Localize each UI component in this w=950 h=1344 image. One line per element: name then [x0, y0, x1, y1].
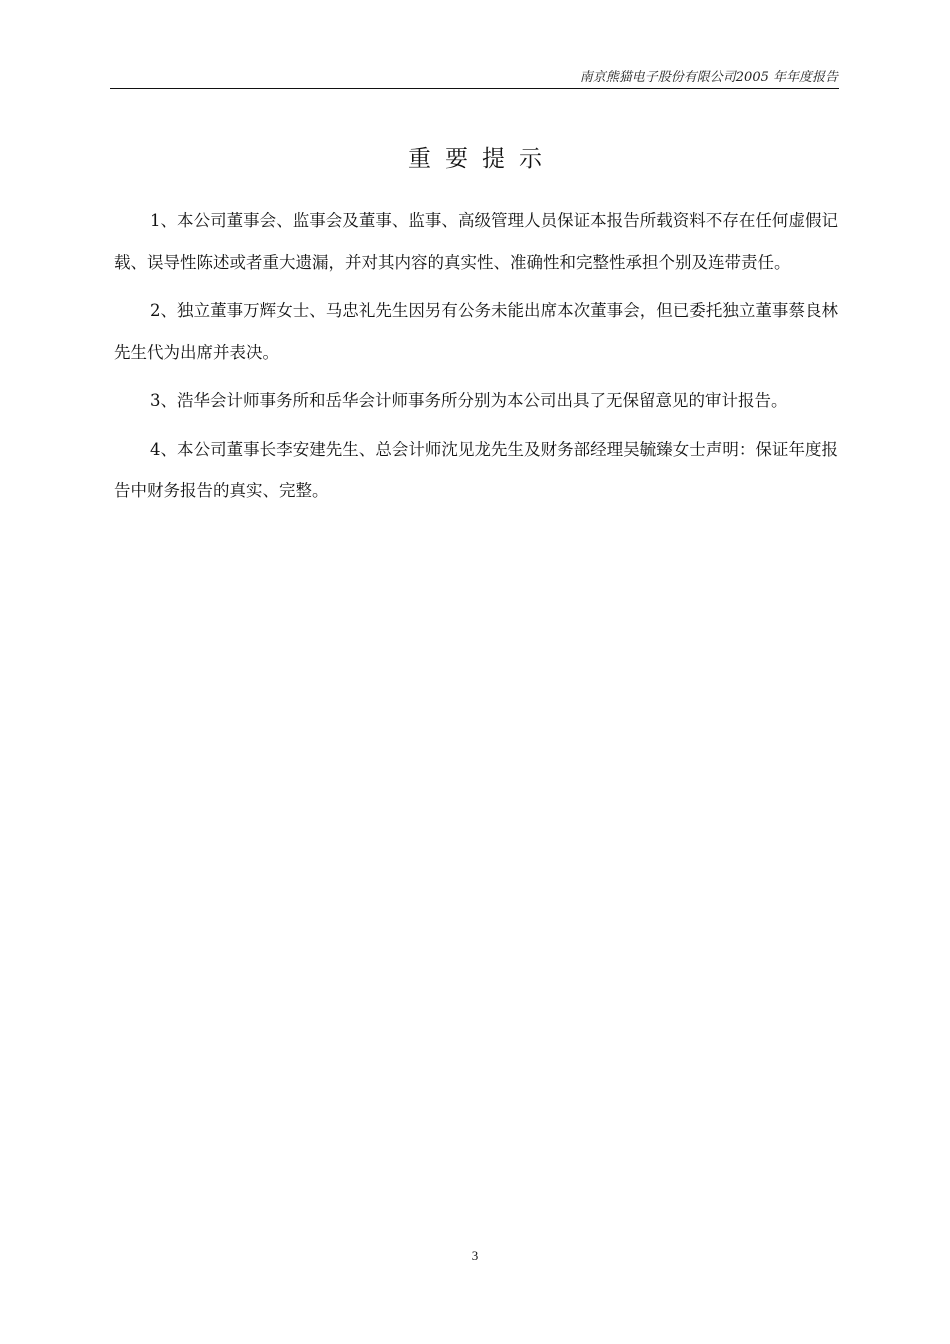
paragraph-2: 2、独立董事万辉女士、马忠礼先生因另有公务未能出席本次董事会，但已委托独立董事蔡良林先生代为出席并表决。 [114, 301, 838, 362]
document-body [114, 200, 838, 519]
page-header: 南京熊猫电子股份有限公司2005 年年度报告 [579, 70, 838, 85]
paragraph-1: 1、本公司董事会、监事会及董事、监事、高级管理人员保证本报告所载资料不存在任何虚假记载、误导性陈述或者重大遗漏，并对其内容的真实性、准确性和完整性承担个别及连带责任。 [114, 211, 838, 272]
paragraph-3: 3、浩华会计师事务所和岳华会计师事务所分别为本公司出具了无保留意见的审计报告。 [150, 391, 788, 410]
header-divider [110, 88, 839, 89]
page-title: 重要提示 [408, 146, 556, 172]
page-number: 3 [471, 1248, 479, 1263]
paragraph-4: 4、本公司董事长李安建先生、总会计师沈见龙先生及财务部经理吴毓臻女士声明：保证年度报告中财务报告的真实、完整。 [114, 439, 838, 500]
